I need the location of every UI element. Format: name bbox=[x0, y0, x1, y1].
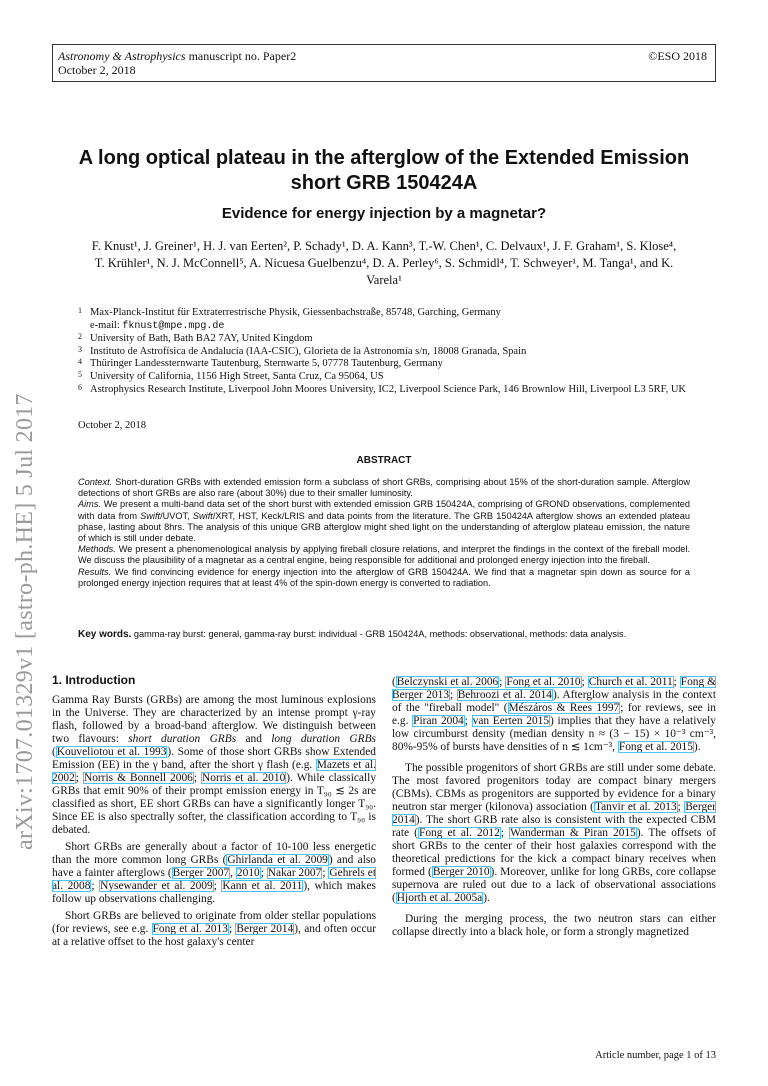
affiliations bbox=[78, 307, 708, 396]
affiliation-1: 1 Max-Planck-Institut für Extraterrestrische Physik, Giessenbachstraße, 85748, Garching, Germany bbox=[78, 306, 501, 318]
header-date: October 2, 2018 bbox=[58, 63, 136, 77]
citation-link[interactable]: Nysewander et al. 2009 bbox=[100, 880, 213, 892]
authors-line-1: F. Knust¹, J. Greiner¹, H. J. van Eerten², P. Schady¹, D. A. Kann³, T.-W. Chen¹, C. Delvaux¹, J. F. Graham¹, S. Klose⁴, bbox=[91, 239, 677, 253]
citation-link[interactable]: Behroozi et al. 2014 bbox=[457, 689, 552, 701]
manuscript-number: manuscript no. Paper2 bbox=[188, 49, 297, 63]
running-header-box bbox=[52, 44, 716, 82]
keywords-text: gamma-ray burst: general, gamma-ray burst: individual - GRB 150424A, methods: observational, methods: data analysis. bbox=[133, 629, 627, 639]
copyright: ©ESO 2018 bbox=[648, 49, 707, 63]
authors-line-2: T. Krühler¹, N. J. McConnell⁵, A. Nicuesa Guelbenzu⁴, D. A. Perley⁶, S. Schmidl⁴, T. Schweyer¹, M. Tanga¹, and K. bbox=[94, 256, 674, 270]
affiliation-4: 4 Thüringer Landessternwarte Tautenburg, Sternwarte 5, 07778 Tautenburg, Germany bbox=[78, 357, 443, 370]
citation-link[interactable]: Belczynski et al. 2006 bbox=[396, 676, 499, 688]
title-line-2: short GRB 150424A bbox=[290, 172, 478, 194]
intro-paragraph-1: Gamma Ray Bursts (GRBs) are among the most luminous explosions in the Universe. They are characterized by an intense prompt γ-ray flash, followed by a broad-band afterglow. We distinguish between two flavours: short duration GRBs and long duration GRBs (Kouveliotou et al. 1993). Some of those short GRBs show Extended Emission (EE) in the γ band, after the short γ flash (e.g. Mazets et al. 2002; Norris & Bonnell 2006; Norris et al. 2010). While classically GRBs that emit 90% of their prompt emission energy in T₉₀ ≲ 2s are classified as short, EE short GRBs can have a significantly longer T₉₀. Since EE is also spectrally softer, the classification according to T₉₀ is debated. bbox=[52, 694, 377, 836]
affiliation-2: 2 University of Bath, Bath BA2 7AY, United Kingdom bbox=[78, 332, 313, 345]
intro-paragraph-3: Short GRBs are believed to originate from older stellar populations (for reviews, see e.g. Fong et al. 2013; Berger 2014), and often occur at a relative offset to the host galaxy's center bbox=[52, 910, 376, 948]
title-line-1: A long optical plateau in the afterglow of the Extended Emission bbox=[78, 147, 690, 169]
abstract-results: Results. We find convincing evidence for energy injection into the afterglow of GRB 150424A. We find that a magnetar spin down as source for a prolonged energy injection requires that at least 4% of the spin-down energy is converted to radiation. bbox=[78, 566, 690, 588]
citation-link[interactable]: Berger 2007 bbox=[172, 867, 230, 879]
citation-link[interactable]: Berger 2014 bbox=[236, 923, 294, 935]
citation-link[interactable]: Norris et al. 2010 bbox=[202, 772, 286, 784]
author-list bbox=[52, 238, 716, 289]
abstract-aims: Aims. We present a multi-band data set of the short burst with extended emission GRB 150424A, comprising of GROND observations, complemented with data from Swift/UVOT, Swift/XRT, HST, Keck/LRIS and data points from the literature. The GRB 150424A afterglow shows an extended plateau phase, lasting about 8hrs. The analysis of this unique GRB afterglow might shed light on the understanding of afterglow plateau emission, the nature of which is still under debate. bbox=[78, 499, 690, 544]
affiliation-3: 3 Instituto de Astrofísica de Andalucía (IAA-CSIC), Glorieta de la Astronomía s/n, 18008 Granada, Spain bbox=[78, 344, 527, 357]
email-link[interactable]: fknust@mpe.mpg.de bbox=[122, 320, 225, 332]
citation-link[interactable]: Fong & Berger 2013 bbox=[392, 676, 716, 701]
abstract-body bbox=[78, 477, 690, 589]
citation-link[interactable]: Fong et al. 2013 bbox=[152, 923, 228, 935]
section-heading: 1. Introduction bbox=[52, 673, 136, 687]
journal-line bbox=[58, 49, 710, 63]
citation-link[interactable]: Wanderman & Piran 2015 bbox=[510, 827, 636, 839]
citation-link[interactable]: Mészáros & Rees 1997 bbox=[508, 702, 620, 714]
citation-link[interactable]: Fong et al. 2015 bbox=[618, 741, 693, 753]
citation-link[interactable]: 2010 bbox=[236, 867, 260, 879]
citation-link[interactable]: Norris & Bonnell 2006 bbox=[83, 772, 193, 784]
citation-link[interactable]: van Eerten 2015 bbox=[472, 715, 550, 727]
citation-link[interactable]: Church et al. 2011 bbox=[588, 676, 673, 688]
paper-subtitle: Evidence for energy injection by a magnetar? bbox=[221, 205, 547, 222]
intro-paragraph-2: Short GRBs are generally about a factor of 10-100 less energetic than the more common long GRBs (Ghirlanda et al. 2009) and also have a fainter afterglows (Berger 2007, 2010; Nakar 2007; Gehrels et al. 2008; Nysewander et al. 2009; Kann et al. 2011), which makes follow up observations challenging. bbox=[52, 841, 376, 905]
citation-link[interactable]: Berger 2014 bbox=[392, 801, 716, 826]
left-column bbox=[52, 694, 376, 953]
citation-link[interactable]: Ghirlanda et al. 2009 bbox=[227, 854, 328, 866]
citation-link[interactable]: Mazets et al. 2002 bbox=[52, 759, 376, 784]
abstract-heading: ABSTRACT bbox=[356, 455, 412, 466]
authors-line-3: Varela¹ bbox=[366, 273, 402, 287]
journal-name: Astronomy & Astrophysics bbox=[58, 49, 186, 63]
citation-link[interactable]: Tanvir et al. 2013 bbox=[594, 801, 677, 813]
intro-paragraph-4: (Belczynski et al. 2006; Fong et al. 2010; Church et al. 2011; Fong & Berger 2013; Behroozi et al. 2014). Afterglow analysis in the context of the "fireball model" (Mészáros & Rees 1997; for reviews, see in e.g. Piran 2004; van Eerten 2015) implies that they have a relatively low circumburst density (median density n ≈ (3 − 15) × 10⁻³ cm⁻³, 80%-95% of bursts have densities of n ≲ 1cm⁻³, Fong et al. 2015). bbox=[392, 676, 717, 753]
page-footer: Article number, page 1 of 13 bbox=[595, 1050, 716, 1061]
citation-link[interactable]: Kann et al. 2011 bbox=[222, 880, 303, 892]
intro-paragraph-5: The possible progenitors of short GRBs are still under some debate. The most favored progenitors today are compact binary mergers (CBMs). CBMs as progenitors are supported by evidence for a binary neutron star merger (kilonova) association (Tanvir et al. 2013; Berger 2014). The short GRB rate also is consistent with the expected CBM rate (Fong et al. 2012; Wanderman & Piran 2015). The offsets of short GRBs to the center of their host galaxies correspond with the theoretical predictions for the kick a compact binary receives when formed (Berger 2010). Moreover, unlike for long GRBs, core collapse supernova are ruled out due to a lack of observational associations (Hjorth et al. 2005a). bbox=[392, 762, 716, 904]
keywords-label: Key words. bbox=[78, 629, 132, 640]
affiliation-6: 6 Astrophysics Research Institute, Liverpool John Moores University, IC2, Liverpool Science Park, 146 Brownlow Hill, Liverpool L3 5RF, UK bbox=[78, 382, 687, 395]
citation-link[interactable]: Fong et al. 2010 bbox=[506, 676, 581, 688]
citation-link[interactable]: Berger 2010 bbox=[432, 866, 490, 878]
citation-link[interactable]: Kouveliotou et al. 1993 bbox=[56, 746, 167, 758]
abstract-context: Context. Short-duration GRBs with extended emission form a subclass of short GRBs, comprising about 15% of the short-duration sample. Afterglow detections of short GRBs are also rare (about 30%) due to their smaller luminosity. bbox=[78, 477, 690, 499]
paper-title bbox=[52, 146, 716, 196]
affiliation-email: e-mail: fknust@mpe.mpg.de bbox=[90, 319, 225, 332]
citation-link[interactable]: Piran 2004 bbox=[413, 715, 464, 727]
intro-paragraph-6: During the merging process, the two neutron stars can either collapse directly into a black hole, or form a strongly magnetized bbox=[392, 913, 716, 938]
arxiv-sidebar bbox=[0, 330, 52, 850]
affiliation-5: 5 University of California, 1156 High Street, Santa Cruz, Ca 95064, US bbox=[78, 369, 384, 382]
citation-link[interactable]: Hjorth et al. 2005a bbox=[396, 892, 483, 904]
citation-link[interactable]: Fong et al. 2012 bbox=[418, 827, 500, 839]
abstract-methods: Methods. We present a phenomenological analysis by applying fireball closure relations, and interpret the findings in the context of the fireball model. We discuss the plausibility of a magnetar as a central engine, being responsible for additional and prolonged energy injection into the fireball. bbox=[78, 544, 691, 566]
citation-link[interactable]: Nakar 2007 bbox=[267, 867, 322, 879]
arxiv-identifier[interactable]: arXiv:1707.01329v1 [astro-ph.HE] 5 Jul 2017 bbox=[12, 393, 38, 850]
keywords bbox=[78, 629, 708, 640]
received-date: October 2, 2018 bbox=[78, 420, 146, 431]
citation-link[interactable]: Gehrels et al. 2008 bbox=[52, 867, 376, 892]
right-column bbox=[392, 676, 716, 943]
